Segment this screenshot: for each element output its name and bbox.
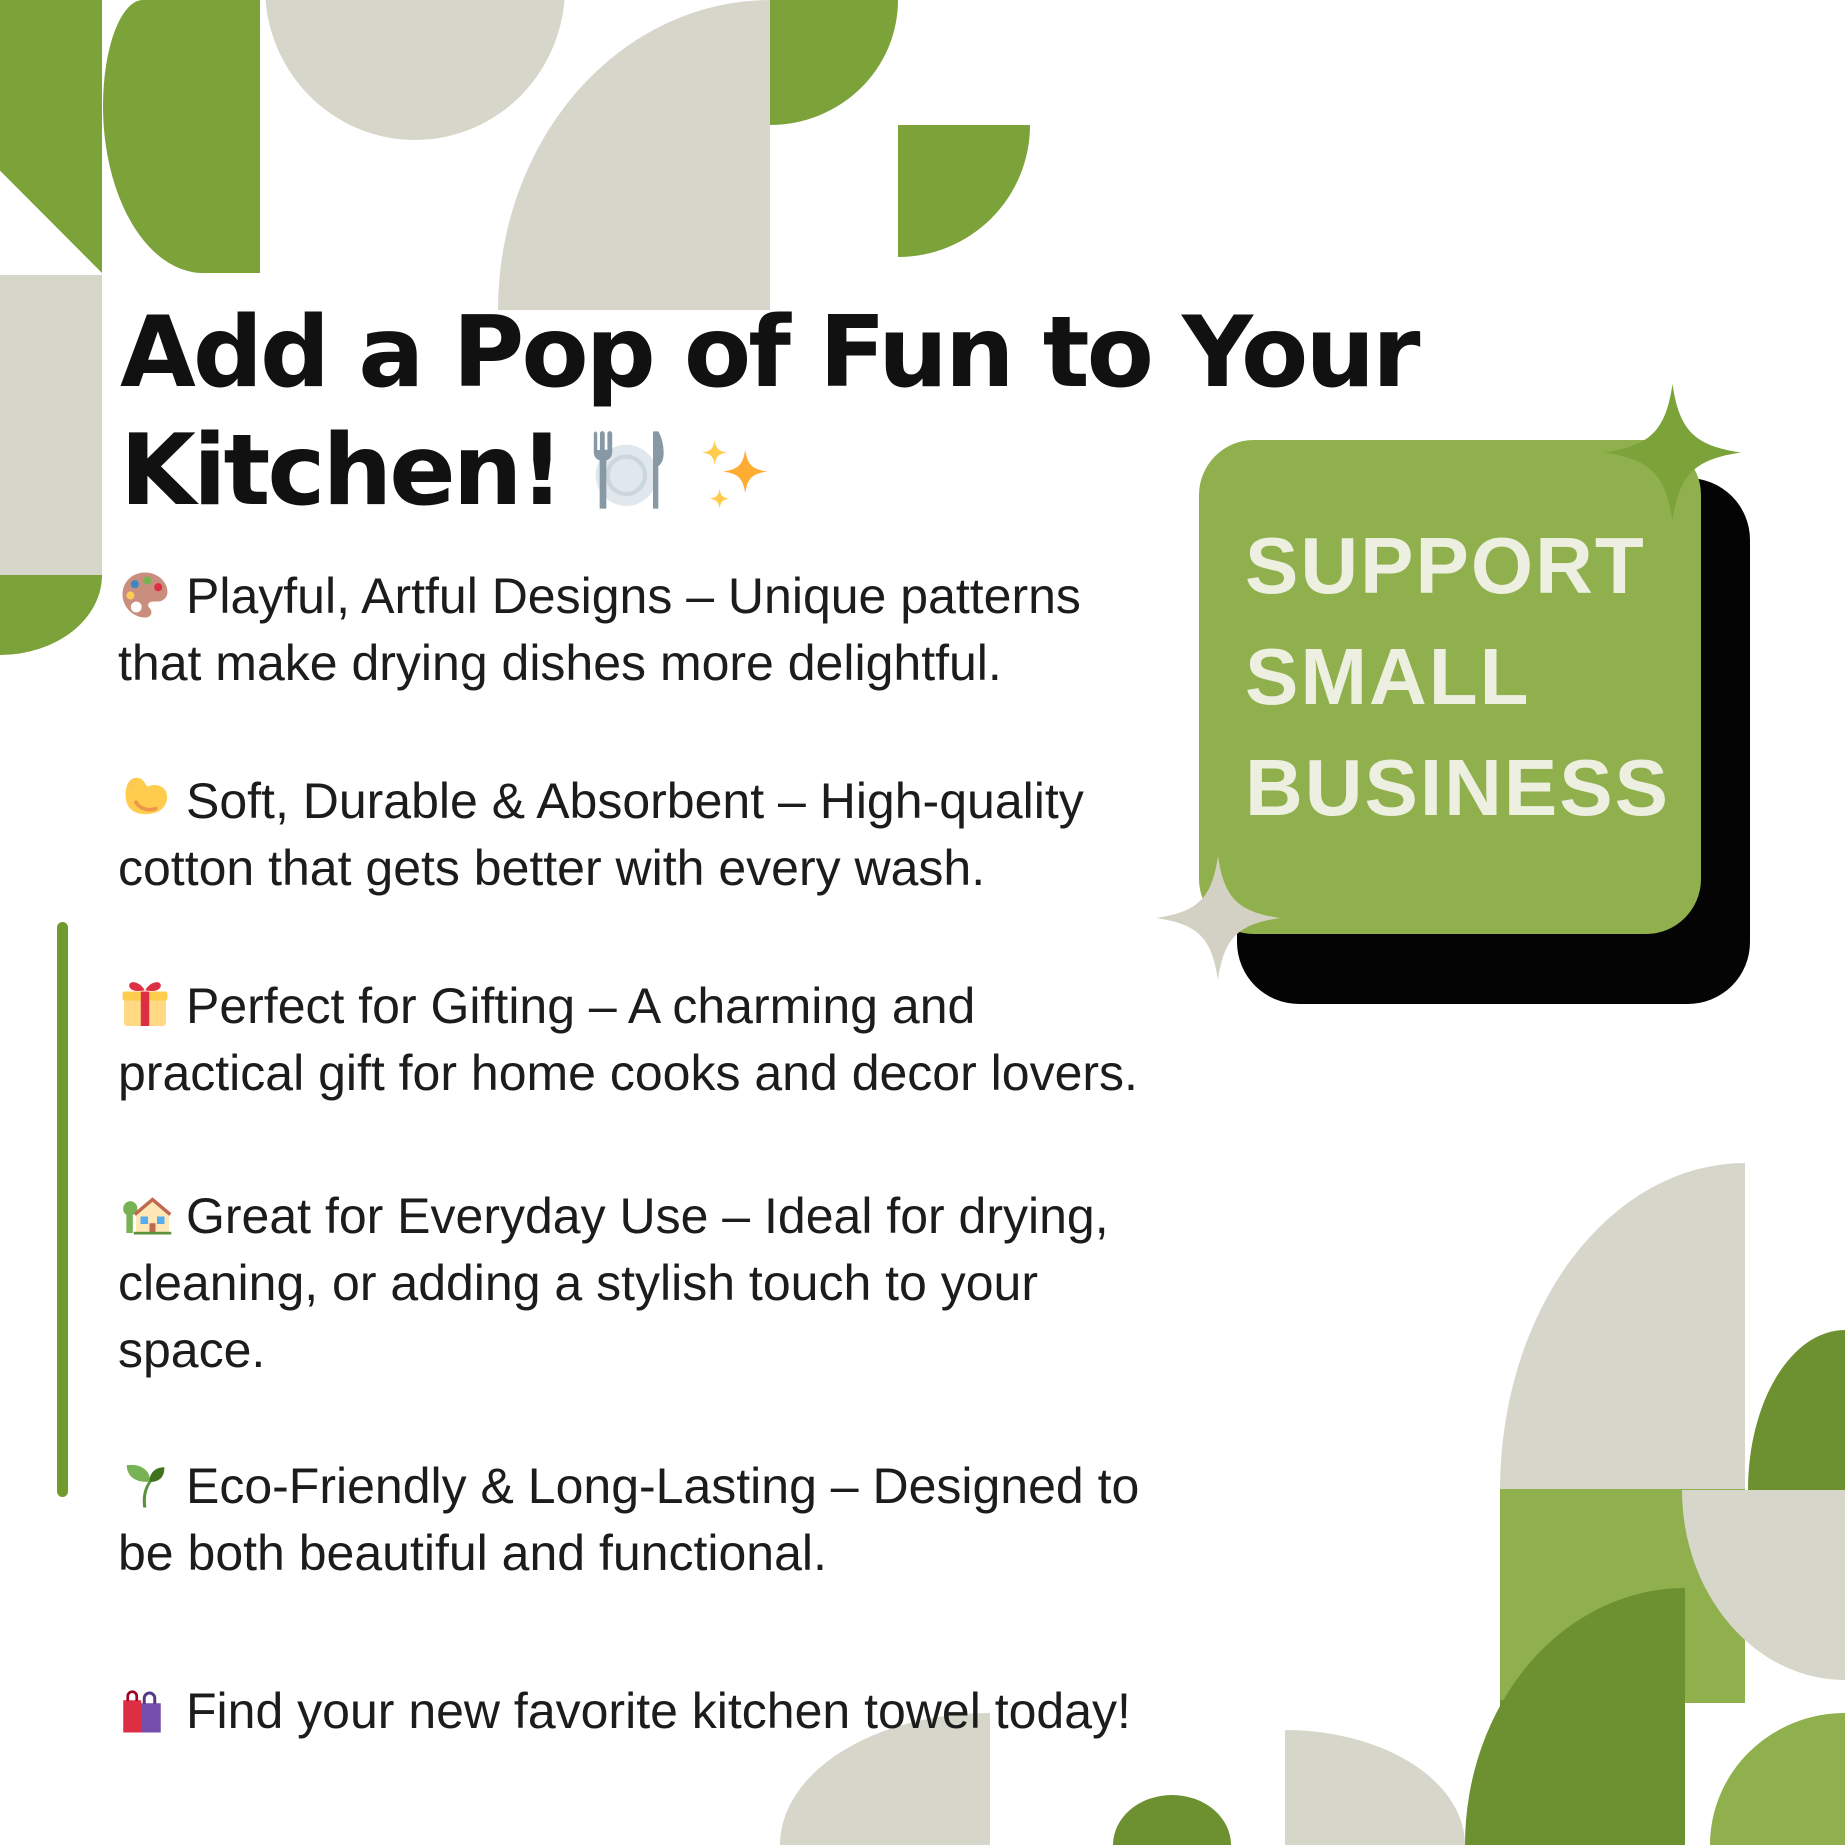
flexed-biceps-icon xyxy=(118,773,172,827)
bullet-text: Great for Everyday Use – Ideal for drying, cleaning, or adding a stylish touch to your space. xyxy=(118,1188,1109,1378)
sparkle-icon-green xyxy=(1604,384,1741,521)
house-garden-icon xyxy=(118,1188,172,1242)
shopping-bags-icon xyxy=(118,1683,172,1737)
bullet-item xyxy=(118,1678,1458,1745)
badge-line-2: SMALL xyxy=(1245,632,1531,721)
sparkle-icon-beige xyxy=(1156,850,1280,986)
title-line-2: Kitchen! xyxy=(120,413,562,528)
gift-icon xyxy=(118,978,172,1032)
bullet-item xyxy=(118,1183,1458,1384)
palette-icon xyxy=(118,568,172,622)
bullet-text: Perfect for Gifting – A charming and practical gift for home cooks and decor lovers. xyxy=(118,978,1138,1101)
bullet-text: Soft, Durable & Absorbent – High-quality cotton that gets better with every wash. xyxy=(118,773,1084,896)
bullet-text: Eco-Friendly & Long-Lasting – Designed to be both beautiful and functional. xyxy=(118,1458,1140,1581)
title-line-1: Add a Pop of Fun to Your xyxy=(120,295,1418,410)
badge-line-3: BUSINESS xyxy=(1245,743,1670,832)
bullet-item xyxy=(118,1453,1458,1587)
bullet-item xyxy=(118,973,1458,1107)
badge-line-1: SUPPORT xyxy=(1245,521,1646,610)
bullet-text: Find your new favorite kitchen towel today! xyxy=(186,1683,1131,1739)
seedling-icon xyxy=(118,1458,172,1512)
bullet-text: Playful, Artful Designs – Unique patterns that make drying dishes more delightful. xyxy=(118,568,1081,691)
